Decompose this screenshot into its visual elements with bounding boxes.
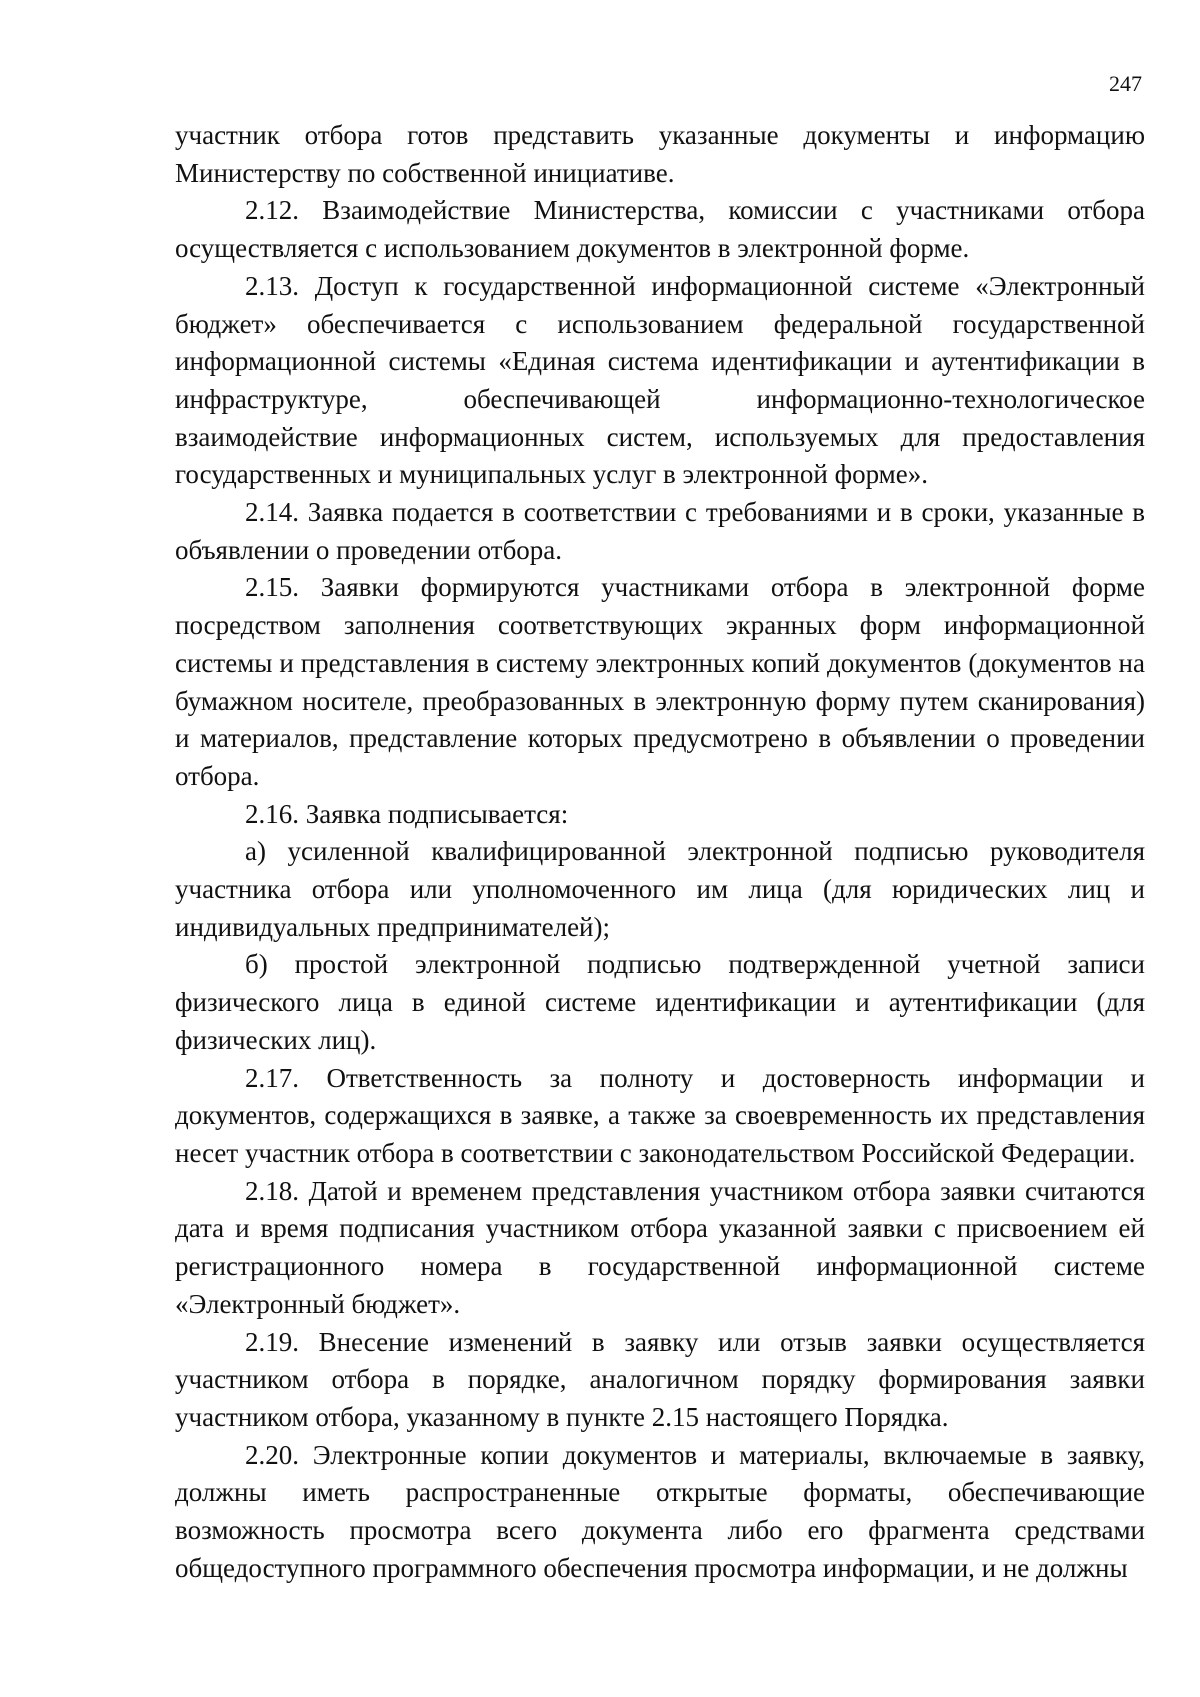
paragraph-2-16-a: а) усиленной квалифицированной электронной подписью руководителя участника отбора или уполномоченного им лица (для юридических лиц и индивидуальных предпринимателей); bbox=[175, 836, 1145, 942]
paragraph-2-15: 2.15. Заявки формируются участниками отбора в электронной форме посредством заполнения соответствующих экранных форм информационной системы и представления в систему электронных копий документов (документов на бумажном носителе, преобразованных в электронную форму путем сканирования) и материалов, представление которых предусмотрено в объявлении о проведении отбора. bbox=[175, 572, 1145, 791]
paragraph-2-16: 2.16. Заявка подписывается: bbox=[245, 798, 569, 829]
paragraph-2-14: 2.14. Заявка подается в соответствии с требованиями и в сроки, указанные в объявлении о проведении отбора. bbox=[175, 497, 1145, 565]
paragraph-2-16-b: б) простой электронной подписью подтвержденной учетной записи физического лица в единой системе идентификации и аутентификации (для физических лиц). bbox=[175, 949, 1145, 1055]
paragraph-2-13: 2.13. Доступ к государственной информационной системе «Электронный бюджет» обеспечивается с использованием федеральной государственной информационной системы «Единая система идентификации и аутентификации в инфраструктуре, обеспечивающей информационно-технологическое взаимодействие информационных систем, используемых для предоставления государственных и муниципальных услуг в электронной форме». bbox=[175, 270, 1145, 490]
paragraph-2-19: 2.19. Внесение изменений в заявку или отзыв заявки осуществляется участником отбора в порядке, аналогичном порядку формирования заявки участником отбора, указанному в пункте 2.15 настоящего Порядка. bbox=[175, 1326, 1145, 1432]
page-number: 247 bbox=[1109, 71, 1142, 96]
paragraph-continuation: участник отбора готов представить указанные документы и информацию Министерству по собственной инициативе. bbox=[175, 120, 1145, 188]
document-body bbox=[175, 117, 1145, 1587]
paragraph-2-18: 2.18. Датой и временем представления участником отбора заявки считаются дата и время подписания участником отбора указанной заявки с присвоением ей регистрационного номера в государственной информационной системе «Электронный бюджет». bbox=[175, 1175, 1145, 1319]
paragraph-2-17: 2.17. Ответственность за полноту и достоверность информации и документов, содержащихся в заявке, а также за своевременность их представления несет участник отбора в соответствии с законодательством Российской Федерации. bbox=[175, 1062, 1145, 1168]
paragraph-2-20: 2.20. Электронные копии документов и материалы, включаемые в заявку, должны иметь распространенные открытые форматы, обеспечивающие возможность просмотра всего документа либо его фрагмента средствами общедоступного программного обеспечения просмотра информации, и не должны bbox=[175, 1439, 1145, 1583]
paragraph-2-12: 2.12. Взаимодействие Министерства, комиссии с участниками отбора осуществляется с использованием документов в электронной форме. bbox=[175, 195, 1145, 264]
